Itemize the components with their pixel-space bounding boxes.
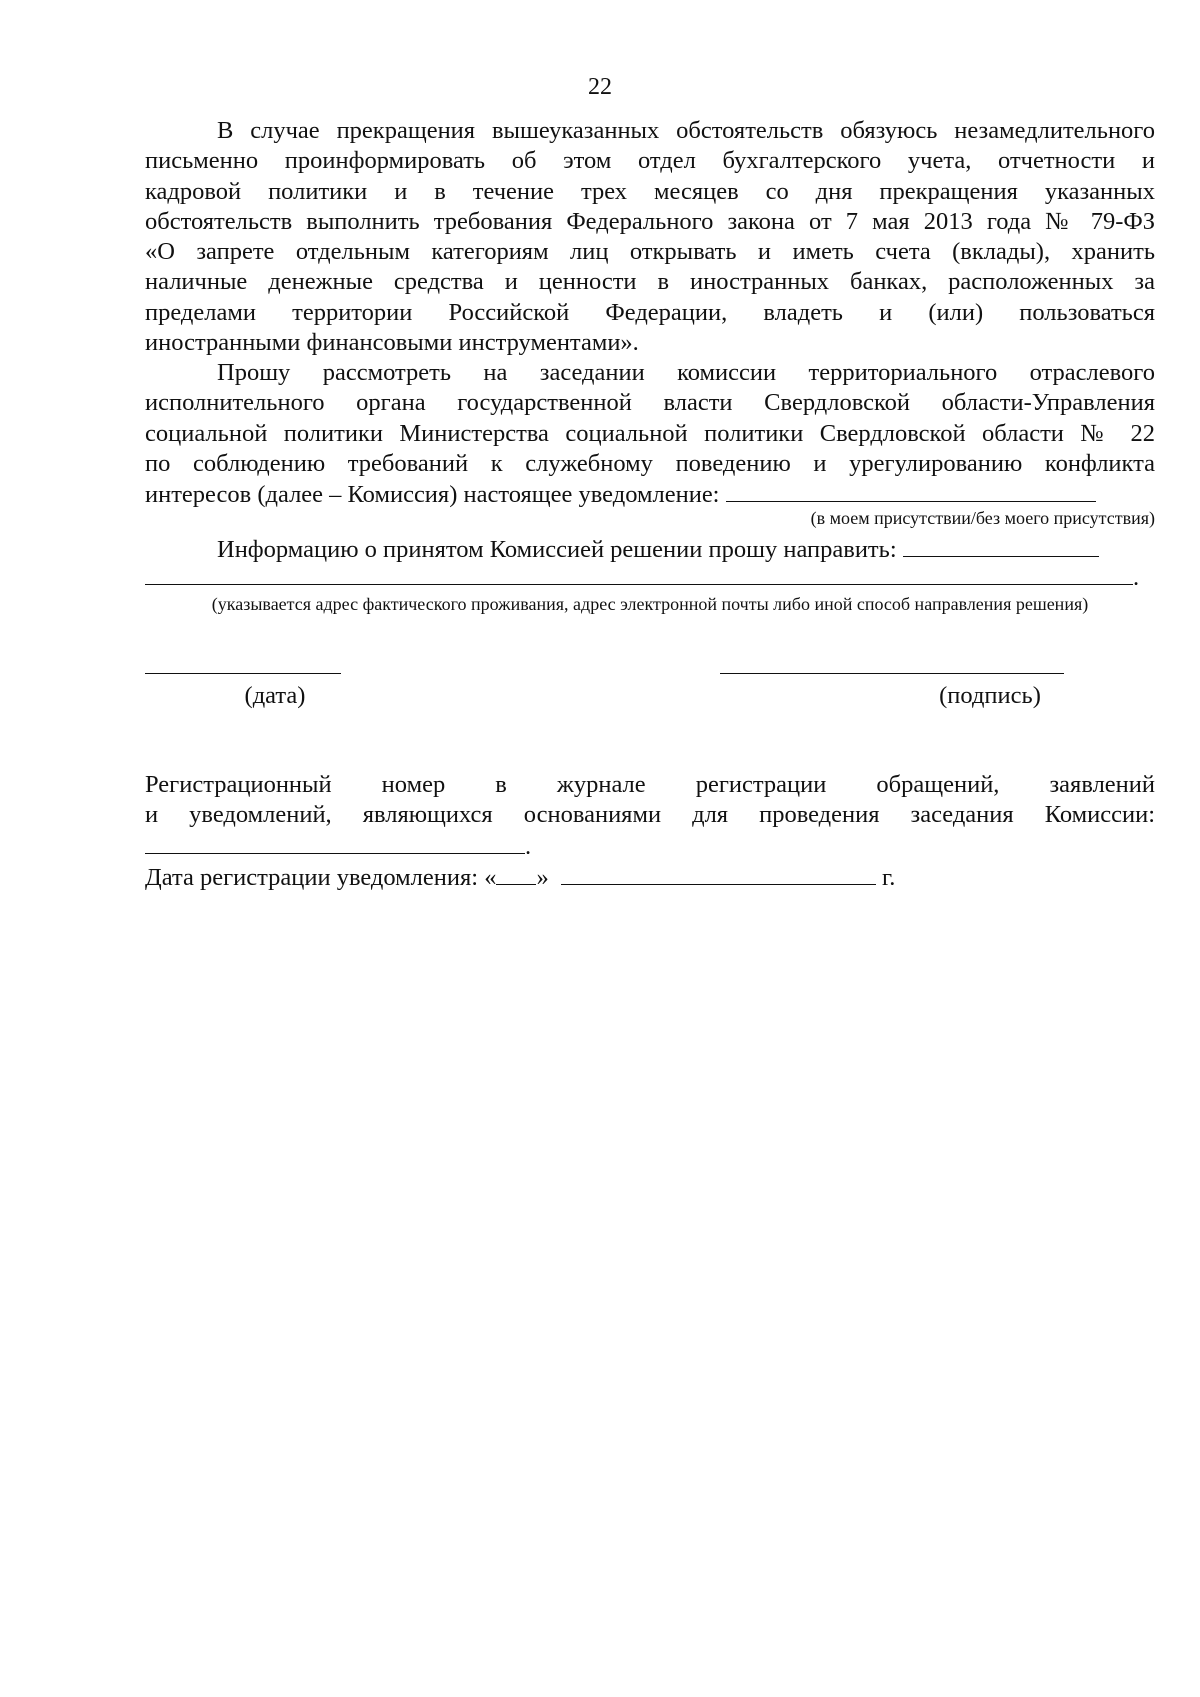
date-field[interactable] xyxy=(145,673,341,674)
info-request-label: Информацию о принятом Комиссией решении прошу направить: xyxy=(217,536,897,563)
text-line: «О запрете отдельным категориям лиц открывать и иметь счета (вклады), хранить xyxy=(145,238,1155,266)
text-line: Регистрационный номер в журнале регистрации обращений, заявлений xyxy=(145,771,1155,798)
address-field-start[interactable] xyxy=(903,534,1099,557)
registration-block xyxy=(145,770,1155,893)
address-line: . xyxy=(145,562,1155,593)
paragraph-circumstances xyxy=(145,116,1155,358)
date-label: (дата) xyxy=(244,682,306,709)
address-field[interactable] xyxy=(145,562,1133,585)
page-number: 22 xyxy=(588,74,612,100)
presence-hint: (в моем присутствии/без моего присутствия) xyxy=(810,508,1155,528)
registration-date-line: Дата регистрации уведомления: « » г. xyxy=(145,863,896,891)
text-line: и уведомлений, являющихся основаниями для проведения заседания Комиссии: xyxy=(145,801,1155,829)
text-line: пределами территории Российской Федерации, владеть и (или) пользоваться xyxy=(145,298,1155,326)
text-line: . xyxy=(145,831,1155,862)
paragraph-request xyxy=(145,358,1155,510)
registration-date-label: Дата регистрации уведомления: xyxy=(145,863,479,891)
year-suffix: г. xyxy=(881,863,896,891)
signature-label: (подпись) xyxy=(939,682,1041,709)
text-line: обстоятельств выполнить требования Федерального закона от 7 мая 2013 года № 79-ФЗ xyxy=(145,207,1155,235)
text-line: Прошу рассмотреть на заседании комиссии территориального отраслевого xyxy=(217,359,1155,386)
text-line: социальной политики Министерства социальной политики Свердловской области № 22 xyxy=(145,419,1155,447)
presence-field[interactable] xyxy=(726,479,1096,502)
text-line: по соблюдению требований к служебному поведению и урегулированию конфликта xyxy=(145,449,1155,477)
day-field[interactable] xyxy=(496,862,536,885)
text-line: иностранными финансовыми инструментами». xyxy=(145,329,639,357)
address-hint: (указывается адрес фактического проживания, адрес электронной почты либо иной способ направления решения) xyxy=(211,594,1089,614)
text-line: кадровой политики и в течение трех месяцев со дня прекращения указанных xyxy=(145,177,1155,205)
signature-field[interactable] xyxy=(720,673,1064,674)
month-year-field[interactable] xyxy=(561,862,876,885)
text-line: исполнительного органа государственной власти Свердловской области-Управления xyxy=(145,389,1155,417)
text-line: В случае прекращения вышеуказанных обстоятельств обязуюсь незамедлительного xyxy=(217,117,1155,144)
text-line: письменно проинформировать об этом отдел бухгалтерского учета, отчетности и xyxy=(145,147,1155,175)
notification-label: интересов (далее – Комиссия) настоящее уведомление: xyxy=(145,481,720,509)
text-line: наличные денежные средства и ценности в иностранных банках, расположенных за xyxy=(145,268,1155,296)
info-request-line xyxy=(145,534,1155,565)
registration-number-field[interactable] xyxy=(145,831,525,854)
